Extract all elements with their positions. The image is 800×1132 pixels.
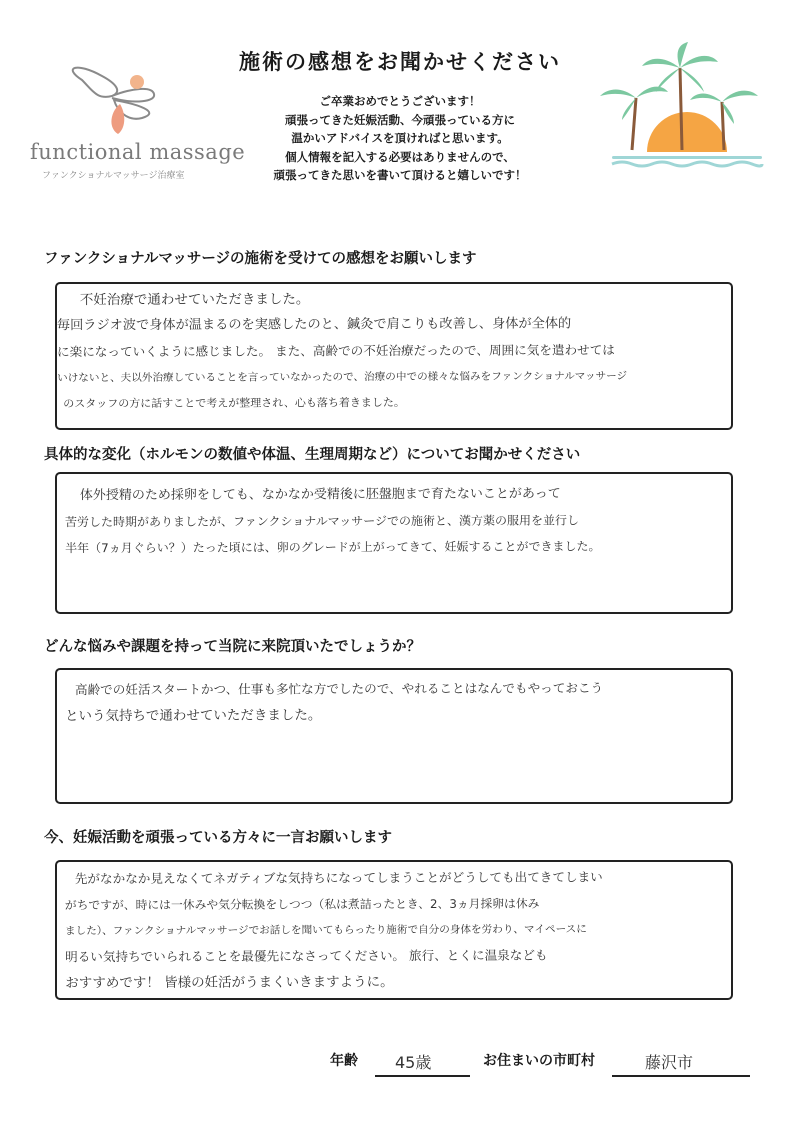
age-underline xyxy=(375,1075,470,1077)
answer-line: ました）、ファンクショナルマッサージでお話しを聞いてもらったり施術で自分の身体を労わり、マイペースに xyxy=(64,923,587,938)
intro-line: 頑張ってきた思いを書いて頂けると嬉しいです！ xyxy=(273,168,527,182)
answer-line: 半年（7ヵ月ぐらい？）たった頃には、卵のグレードが上がってきて、妊娠することができました。 xyxy=(65,539,601,556)
intro-line: 温かいアドバイスを頂ければと思います。 xyxy=(291,131,509,145)
logo-text: functional massage xyxy=(30,140,246,164)
answer-1 xyxy=(56,285,755,417)
age-value: 45歳 xyxy=(395,1053,432,1072)
answer-4 xyxy=(64,864,755,996)
palm-tree-icon xyxy=(592,40,772,170)
answer-2 xyxy=(64,481,755,561)
answer-line: のスタッフの方に話すことで考えが整理され、心も落ち着きました。 xyxy=(63,396,405,411)
clinic-logo xyxy=(22,62,222,182)
intro-line: 個人情報を記入する必要はありませんので、 xyxy=(285,149,515,164)
answer-line: 先がなかなか見えなくてネガティブな気持ちになってしまうことがどうしても出てきてしまい xyxy=(74,869,603,887)
intro-line: ご卒業おめでとうございます！ xyxy=(319,94,481,108)
logo-subtitle: ファンクショナルマッサージ治療室 xyxy=(42,171,185,181)
age-label: 年齢 xyxy=(330,1053,358,1069)
intro-line: 頑張ってきた妊娠活動、今頑張っている方に xyxy=(285,112,515,127)
answer-line: おすすめです！ 皆様の妊活がうまくいきますように。 xyxy=(65,974,394,992)
answer-3 xyxy=(65,675,755,729)
answer-line: という気持ちで通わせていただきました。 xyxy=(65,707,322,725)
answer-line: 不妊治療で通わせていただきました。 xyxy=(79,291,310,309)
city-label: お住まいの市町村 xyxy=(483,1053,595,1069)
answer-line: 高齢での妊活スタートかつ、仕事も多忙な方でしたので、やれることはなんでもやっておこう xyxy=(74,680,604,698)
city-underline xyxy=(612,1075,750,1077)
question-2-label: 具体的な変化（ホルモンの数値や体温、生理周期など）についてお聞かせください xyxy=(44,447,581,463)
answer-line: 明るい気持ちでいられることを最優先になさってください。 旅行、とくに温泉なども xyxy=(65,947,548,965)
answer-line: 体外授精のため採卵をしても、なかなか受精後に胚盤胞まで育たないことがあって xyxy=(79,486,561,504)
palm-tree-illustration xyxy=(592,40,772,170)
question-3-label: どんな悩みや課題を持って当院に来院頂いたでしょうか？ xyxy=(44,639,421,655)
city-value: 藤沢市 xyxy=(645,1053,694,1072)
answer-line: に楽になっていくように感じました。 また、高齢での不妊治療だったので、周囲に気を遣わせては xyxy=(56,342,615,360)
answer-line: 苦労した時期がありましたが、ファンクショナルマッサージでの施術と、漢方薬の服用を並行し xyxy=(64,513,579,530)
answer-line: 毎回ラジオ波で身体が温まるのを実感したのと、鍼灸で肩こりも改善し、身体が全体的 xyxy=(56,316,572,334)
answer-line: がちですが、時には一休みや気分転換をしつつ（私は煮詰ったとき、2、3ヵ月採卵は休み xyxy=(64,896,540,913)
question-1-label: ファンクショナルマッサージの施術を受けての感想をお願いします xyxy=(44,251,477,267)
question-4-label: 今、妊娠活動を頑張っている方々に一言お願いします xyxy=(44,830,392,846)
answer-line: いけないと、夫以外治療していることを言っていなかったので、治療の中での様々な悩みをファンクショナルマッサージ xyxy=(57,370,628,385)
page-title: 施術の感想をお聞かせください xyxy=(239,50,561,74)
intro-text xyxy=(230,92,570,185)
